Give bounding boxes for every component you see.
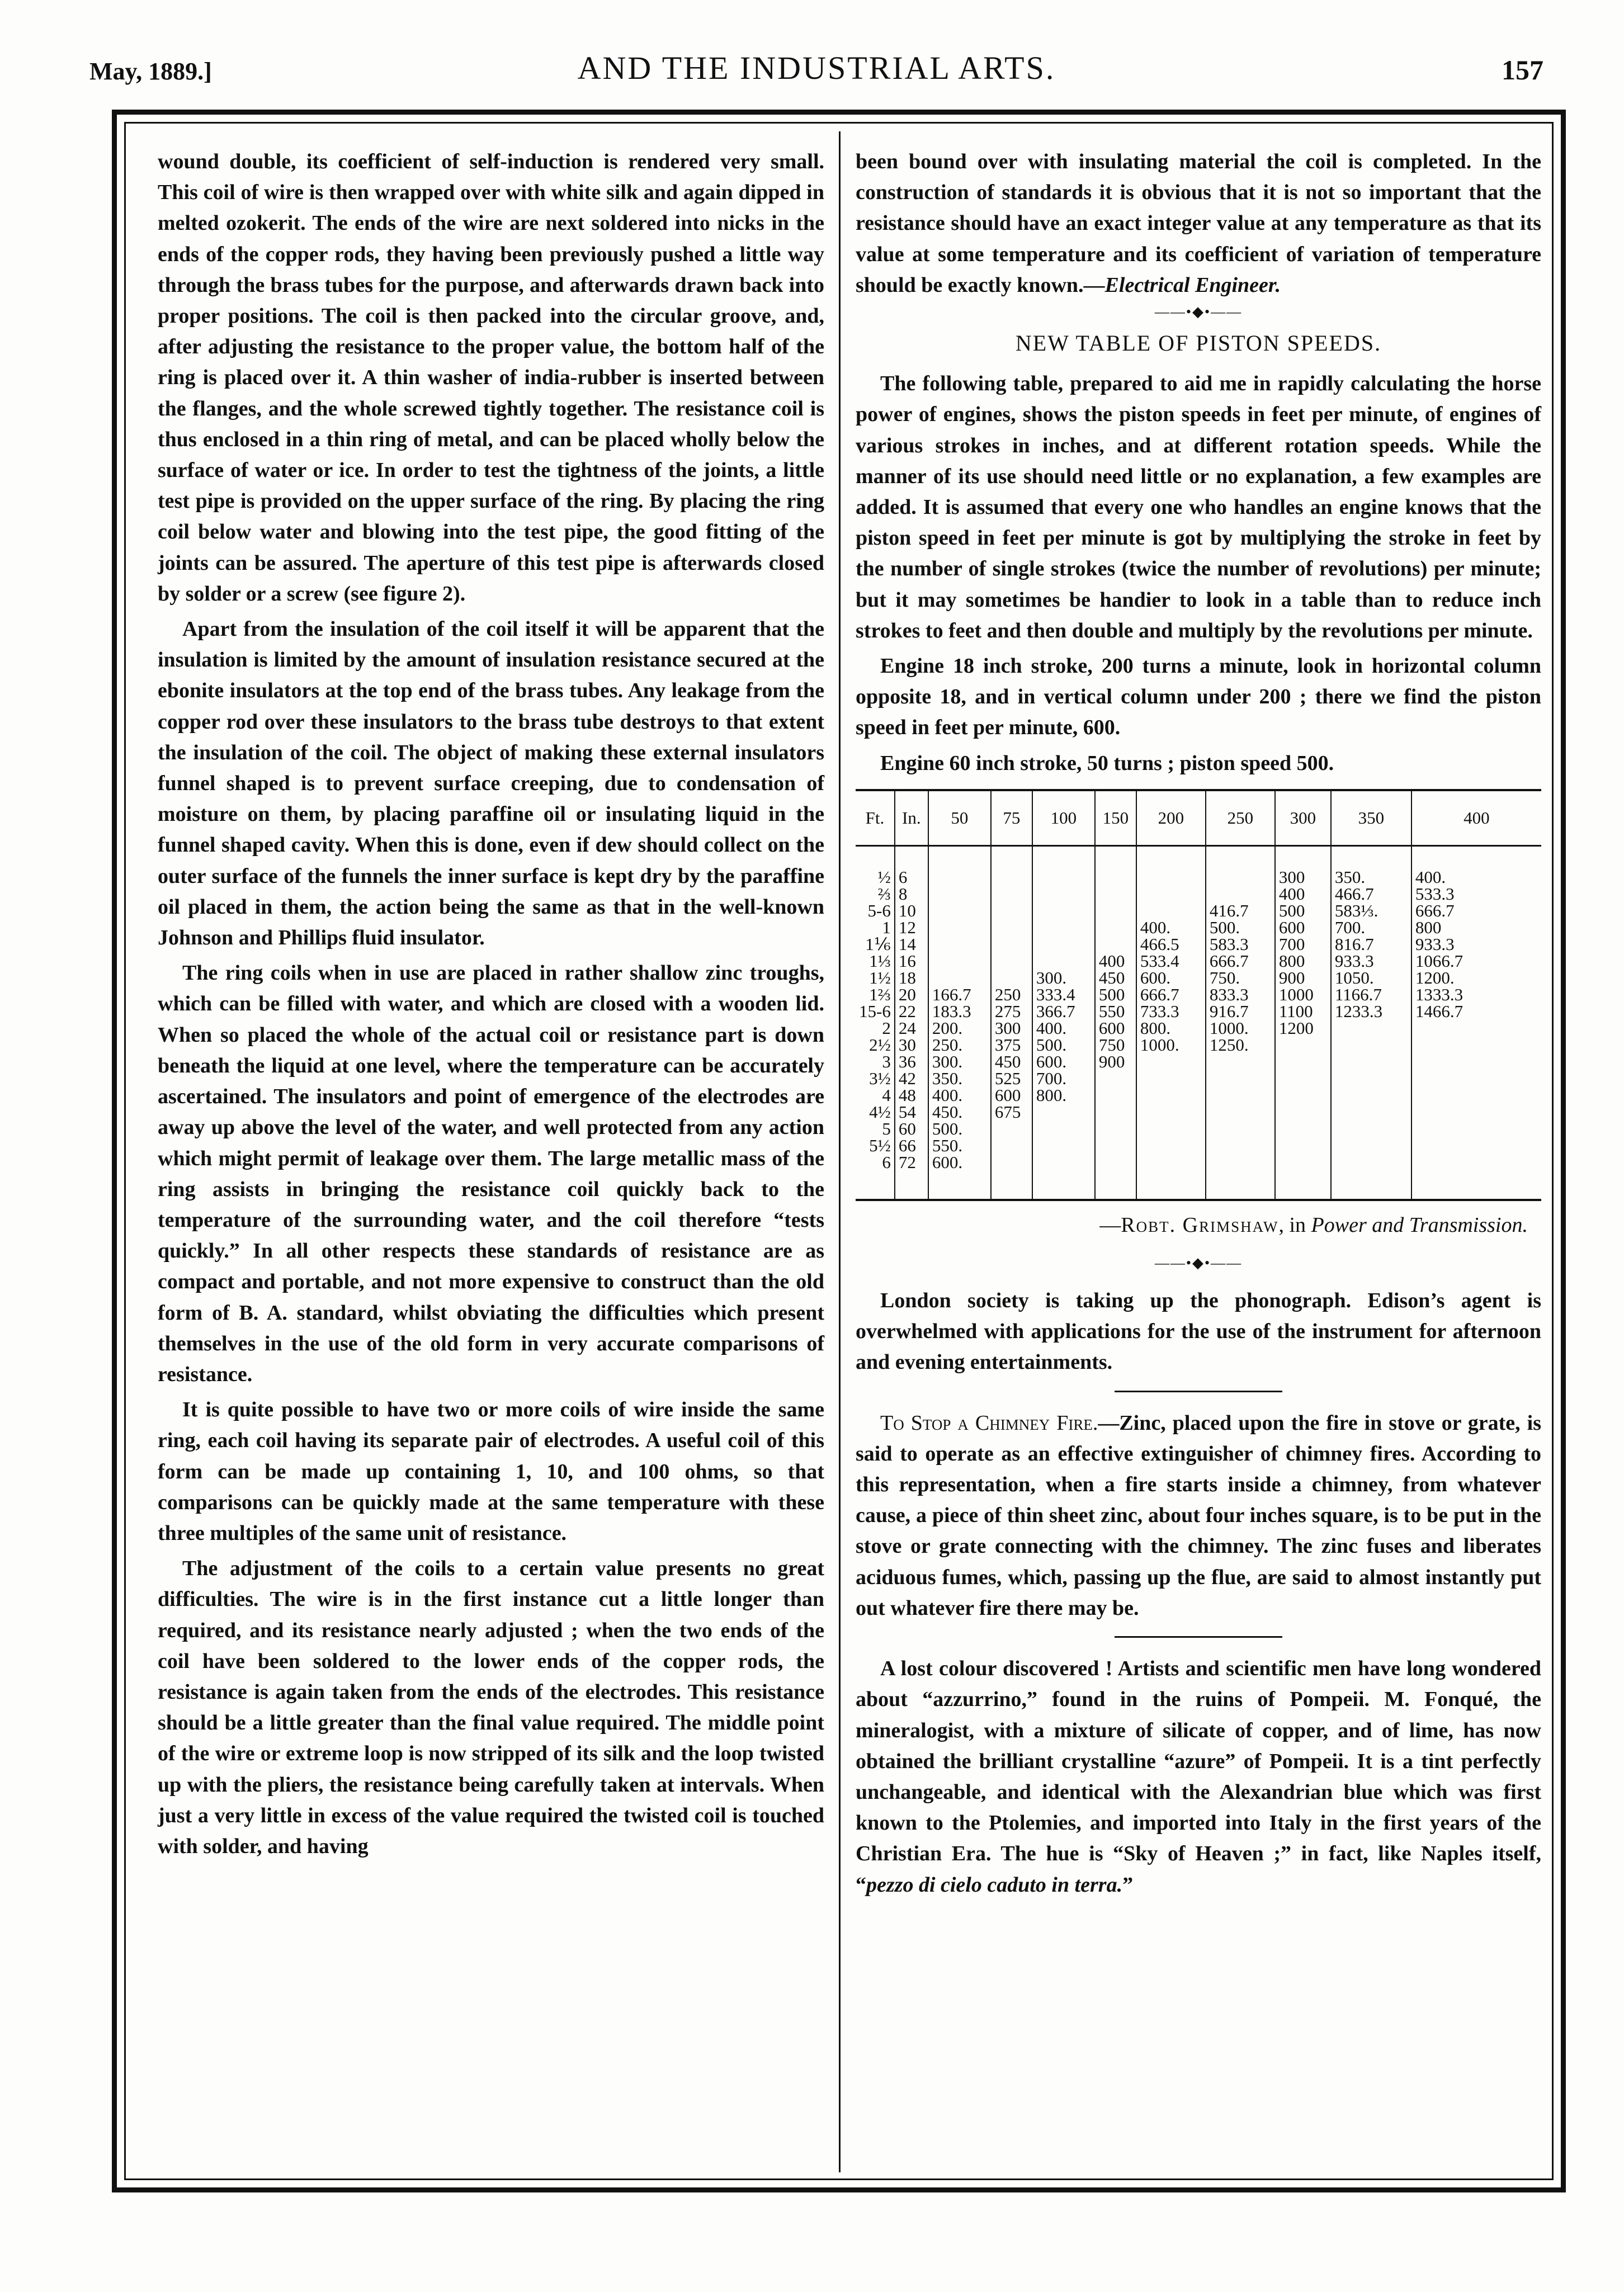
speed-cell	[1411, 1087, 1541, 1104]
speed-cell: 533.4	[1136, 953, 1206, 970]
speed-cell	[1032, 886, 1095, 902]
speed-cell	[1331, 1154, 1411, 1171]
speed-cell: 300.	[1032, 970, 1095, 986]
article-title: NEW TABLE OF PISTON SPEEDS.	[1015, 330, 1382, 356]
continuation-text: been bound over with insulating material the coil is completed. In the construction of standards it is obvious that it is not so important that the resistance should have an exact integer value at any temperature as that its value at some temperature and its coefficient of variation of temperature should be exactly known.—	[856, 150, 1541, 297]
speed-cell: 400.	[1032, 1020, 1095, 1037]
table-spacer-cell	[1206, 845, 1275, 869]
speed-cell: 933.3	[1331, 953, 1411, 970]
paragraph: Engine 18 inch stroke, 200 turns a minute, look in horizontal column opposite 18, and in vertical column under 200 ; there we find the piston speed in feet per minute, 600.	[856, 654, 1541, 740]
speed-cell: 525	[991, 1070, 1032, 1087]
table-spacer-cell	[1095, 845, 1136, 869]
speed-cell: 700	[1275, 936, 1331, 953]
speed-cell: 666.7	[1206, 953, 1275, 970]
table-spacer-cell	[1032, 1171, 1095, 1200]
inches-cell: 24	[895, 1020, 928, 1037]
speed-cell	[991, 953, 1032, 970]
paragraph: The ring coils when in use are placed in rather shallow zinc troughs, which can be filled with water, and which are closed with a wooden lid. When so placed the whole of the actual coil or resistance part is down beneath the liquid at one level, where the temperature can be accurately ascertained. The insulators and point of emergence of the electrodes are away up above the level of the water, and well protected from any action which might permit of leakage over them. The large metallic mass of the ring assists in bringing the resistance coil quickly back to the temperature of the surrounding water, and the coil therefore “tests quickly.” In all other respects these standards of resistance are as compact and portable, and not more expensive to construct than the old form of B. A. standard, whilst obviating the difficulties which present themselves in the use of the old form in very accurate comparisons of resistance.	[158, 961, 824, 1386]
feet-cell: 1⅔	[869, 984, 891, 1004]
table-spacer-cell	[1331, 1171, 1411, 1200]
inches-cell: 20	[895, 986, 928, 1003]
feet-cell: 5½	[869, 1135, 891, 1155]
speed-cell: 166.7	[928, 986, 991, 1003]
speed-cell	[1206, 869, 1275, 886]
inches-cell: 66	[895, 1137, 928, 1154]
speed-cell: 583⅓.	[1331, 902, 1411, 919]
column-header: 50	[928, 790, 991, 846]
speed-cell: 1000.	[1206, 1020, 1275, 1037]
speed-cell: 583.3	[1206, 936, 1275, 953]
speed-cell	[1206, 1087, 1275, 1104]
speed-cell: 250.	[928, 1037, 991, 1053]
feet-cell: 15-6	[859, 1001, 891, 1021]
speed-cell: 400	[1095, 953, 1136, 970]
speed-cell: 400	[1275, 886, 1331, 902]
speed-cell	[1136, 1070, 1206, 1087]
speed-cell	[991, 936, 1032, 953]
journal-title: AND THE INDUSTRIAL ARTS.	[577, 50, 1056, 86]
inches-cell: 16	[895, 953, 928, 970]
speed-cell: 1200	[1275, 1020, 1331, 1037]
speed-cell: 816.7	[1331, 936, 1411, 953]
table-row	[856, 970, 1541, 986]
speed-cell	[1136, 1121, 1206, 1137]
speed-cell	[1095, 1154, 1136, 1171]
speed-cell: 600	[1095, 1020, 1136, 1037]
table-spacer-cell	[1331, 845, 1411, 869]
speed-cell	[991, 1154, 1032, 1171]
section-ornament: ——•◆•——	[1154, 304, 1243, 320]
speed-cell: 733.3	[1136, 1003, 1206, 1020]
paragraph: Engine 60 inch stroke, 50 turns ; piston speed 500.	[880, 751, 1334, 775]
speed-cell: 550.	[928, 1137, 991, 1154]
inches-cell: 36	[895, 1053, 928, 1070]
speed-cell: 700.	[1331, 919, 1411, 936]
right-column	[856, 147, 1541, 1901]
speed-cell: 366.7	[1032, 1003, 1095, 1020]
feet-cell: 1½	[869, 967, 891, 987]
speed-cell: 750	[1095, 1037, 1136, 1053]
speed-cell: 300	[1275, 869, 1331, 886]
paragraph: Apart from the insulation of the coil itself it will be apparent that the insulation is limited by the amount of insulation resistance secured at the ebonite insulators at the top end of the brass tubes. Any leakage from the copper rod over these insulators to the brass tube destroys to that extent the insulation of the coil. The object of making these external insulators funnel shaped is to prevent surface creeping, due to condensation of moisture on them, by placing paraffine oil or insulating liquid in the funnel shaped cavity. When this is done, even if dew should collect on the outer surface of the funnels the inner surface is kept dry by the paraffine oil placed in them, the action being the same as that in the well-known Johnson and Phillips fluid insulator.	[158, 617, 824, 950]
speed-cell: 675	[991, 1104, 1032, 1121]
speed-cell	[1095, 1087, 1136, 1104]
inches-cell: 6	[895, 869, 928, 886]
speed-cell: 500	[1095, 986, 1136, 1003]
piston-speed-table	[856, 789, 1541, 1201]
speed-cell	[991, 1137, 1032, 1154]
inches-cell: 14	[895, 936, 928, 953]
speed-cell	[991, 1121, 1032, 1137]
speed-cell	[1331, 1137, 1411, 1154]
speed-cell	[1411, 1154, 1541, 1171]
table-spacer-cell	[1411, 845, 1541, 869]
speed-cell	[928, 919, 991, 936]
speed-cell	[1032, 1154, 1095, 1171]
speed-cell	[1411, 1070, 1541, 1087]
left-column	[158, 147, 824, 1862]
speed-cell: 750.	[1206, 970, 1275, 986]
paragraph: It is quite possible to have two or more coils of wire inside the same ring, each coil having its separate pair of electrodes. A useful coil of this form can be made up containing 1, 10, and 100 ohms, so that comparisons can be quickly made at the same temperature with these three multiples of the same unit of resistance.	[158, 1398, 824, 1545]
table-spacer-cell	[1136, 1171, 1206, 1200]
speed-cell	[928, 953, 991, 970]
credit-dash: —	[1099, 1213, 1121, 1237]
speed-cell	[1136, 886, 1206, 902]
feet-cell: 2	[882, 1018, 891, 1038]
feet-cell: ⅔	[877, 883, 891, 904]
table-row	[856, 902, 1541, 919]
table-row	[856, 1154, 1541, 1171]
speed-cell	[928, 970, 991, 986]
speed-cell	[991, 869, 1032, 886]
feet-cell: 4½	[869, 1102, 891, 1122]
speed-cell	[1206, 1154, 1275, 1171]
speed-cell	[1331, 1121, 1411, 1137]
speed-cell	[1095, 869, 1136, 886]
speed-cell: 400.	[928, 1087, 991, 1104]
speed-cell	[1095, 1121, 1136, 1137]
speed-cell: 450	[1095, 970, 1136, 986]
table-row	[856, 869, 1541, 886]
continuation-paragraph	[856, 147, 1541, 301]
paragraph: The following table, prepared to aid me in rapidly calculating the horse power of engines, shows the piston speeds in feet per minute, of engines of various strokes in inches, and at different rotation speeds. While the manner of its use should need little or no explanation, a few examples are added. It is assumed that every one who handles an engine knows that the piston speed in feet per minute is got by multiplying the stroke in feet by the number of single strokes (twice the number of revolutions) per minute; but it may sometimes be handier to look in a table than to reduce inch strokes to feet and then double and multiply by the revolutions per minute.	[856, 372, 1541, 642]
table-spacer-row	[856, 1171, 1541, 1200]
feet-cell: 6	[882, 1152, 891, 1172]
table-spacer-cell	[991, 1171, 1032, 1200]
speed-cell: 416.7	[1206, 902, 1275, 919]
speed-cell	[1206, 1121, 1275, 1137]
divider-rule	[1115, 1636, 1282, 1638]
table-row	[856, 1020, 1541, 1037]
table-spacer-cell	[1095, 1171, 1136, 1200]
speed-cell: 600	[1275, 919, 1331, 936]
speed-cell	[1136, 1053, 1206, 1070]
feet-cell: 3	[882, 1051, 891, 1071]
speed-cell: 1200.	[1411, 970, 1541, 986]
speed-cell: 916.7	[1206, 1003, 1275, 1020]
page-number: 157	[1502, 54, 1543, 86]
speed-cell	[1331, 1020, 1411, 1037]
speed-cell	[1032, 1121, 1095, 1137]
speed-cell: 500	[1275, 902, 1331, 919]
table-credit	[856, 1210, 1528, 1241]
speed-cell	[1275, 1121, 1331, 1137]
speed-cell	[991, 919, 1032, 936]
table-row	[856, 919, 1541, 936]
speed-cell	[1032, 953, 1095, 970]
speed-cell	[1411, 1104, 1541, 1121]
speed-cell: 1166.7	[1331, 986, 1411, 1003]
speed-cell	[1095, 919, 1136, 936]
table-spacer-cell	[1275, 1171, 1331, 1200]
speed-cell: 500.	[1032, 1037, 1095, 1053]
continuation-source: Electrical Engineer.	[1104, 273, 1281, 297]
table-spacer-cell	[1411, 1171, 1541, 1200]
speed-cell: 1100	[1275, 1003, 1331, 1020]
speed-cell: 800	[1411, 919, 1541, 936]
speed-cell	[1136, 869, 1206, 886]
speed-cell	[1136, 902, 1206, 919]
colour-quote: pezzo di cielo caduto in terra.	[866, 1873, 1123, 1897]
speed-cell: 666.7	[1136, 986, 1206, 1003]
inches-cell: 30	[895, 1037, 928, 1053]
speed-cell	[991, 886, 1032, 902]
speed-cell: 1333.3	[1411, 986, 1541, 1003]
speed-cell	[1411, 1037, 1541, 1053]
inches-cell: 60	[895, 1121, 928, 1137]
speed-cell	[991, 970, 1032, 986]
speed-cell	[928, 869, 991, 886]
table-header-row	[856, 790, 1541, 846]
paragraph: wound double, its coefficient of self-induction is rendered very small. This coil of wire is then wrapped over with white silk and again dipped in melted ozokerit. The ends of the wire are next soldered into nicks in the ends of the copper rods, they having been previously pushed a little way through the brass tubes for the purpose, and afterwards drawn back into proper positions. The coil is then packed into the circular groove, and, after adjusting the resistance to the proper value, the bottom half of the ring is placed over it. A thin washer of india-rubber is inserted between the flanges, and the whole screwed tightly together. The resistance coil is thus enclosed in a thin ring of metal, and can be placed wholly below the surface of water or ice. In order to test the tightness of the joints, a little test pipe is provided on the upper surface of the ring. By placing the ring coil below water and blowing into the test pipe, the good fitting of the joints can be assured. The aperture of this test pipe is afterwards closed by solder or a screw (see figure 2).	[158, 150, 824, 606]
speed-cell	[1095, 936, 1136, 953]
feet-cell: 2½	[869, 1034, 891, 1055]
speed-cell	[1095, 886, 1136, 902]
credit-mid: , in	[1278, 1213, 1311, 1237]
speed-cell: 1000	[1275, 986, 1331, 1003]
table-spacer-row	[856, 845, 1541, 869]
table-spacer-cell	[928, 845, 991, 869]
table-body	[856, 845, 1541, 1200]
table-row	[856, 1087, 1541, 1104]
speed-cell	[1331, 1087, 1411, 1104]
speed-cell: 500.	[928, 1121, 991, 1137]
credit-source: Power and Transmission.	[1311, 1213, 1528, 1237]
colour-body: A lost colour discovered ! Artists and scientific men have long wondered about “azzurrino,” found in the ruins of Pompeii. M. Fonqué, the mineralogist, with a mixture of silicate of copper, and of lime, has now obtained the brilliant crystalline “azure” of Pompeii. It is a tint perfectly unchangeable, and identical with the Alexandrian blue which was first known to the Ptolemies, and imported into Italy in the first years of the Christian Era. The hue is “Sky of Heaven ;” in fact, like Naples itself, “	[856, 1657, 1541, 1897]
speed-cell: 350.	[928, 1070, 991, 1087]
speed-cell: 600.	[1032, 1053, 1095, 1070]
feet-cell: 1	[882, 917, 891, 937]
speed-cell: 1050.	[1331, 970, 1411, 986]
speed-cell: 350.	[1331, 869, 1411, 886]
speed-cell	[1275, 1137, 1331, 1154]
speed-cell	[1136, 1137, 1206, 1154]
section-ornament: ——•◆•——	[1154, 1255, 1243, 1272]
speed-cell	[1095, 1104, 1136, 1121]
running-head	[89, 49, 1543, 94]
speed-cell	[1095, 1137, 1136, 1154]
speed-cell: 550	[1095, 1003, 1136, 1020]
feet-cell: 1⅙	[865, 934, 891, 954]
speed-cell	[1331, 1037, 1411, 1053]
inches-cell: 48	[895, 1087, 928, 1104]
speed-cell	[1095, 1070, 1136, 1087]
table-row	[856, 986, 1541, 1003]
column-header: 100	[1032, 790, 1095, 846]
speed-cell	[1275, 1070, 1331, 1087]
speed-cell: 450.	[928, 1104, 991, 1121]
speed-cell: 400.	[1411, 869, 1541, 886]
feet-cell: 5-6	[867, 900, 891, 920]
inches-cell: 8	[895, 886, 928, 902]
table-spacer-cell	[856, 845, 895, 869]
column-header: 200	[1136, 790, 1206, 846]
table-spacer-cell	[928, 1171, 991, 1200]
credit-author: Robt. Grimshaw	[1121, 1213, 1279, 1237]
speed-cell	[1206, 1137, 1275, 1154]
table-spacer-cell	[895, 845, 928, 869]
feet-cell: ½	[877, 867, 891, 887]
speed-cell	[1032, 936, 1095, 953]
table-spacer-cell	[1206, 1171, 1275, 1200]
colour-end: ”	[1122, 1873, 1134, 1897]
divider-rule	[1115, 1391, 1282, 1392]
table-row	[856, 1121, 1541, 1137]
speed-cell: 275	[991, 1003, 1032, 1020]
speed-cell: 533.3	[1411, 886, 1541, 902]
issue-date: May, 1889.]	[89, 58, 212, 85]
inches-cell: 72	[895, 1154, 928, 1171]
speed-cell: 1250.	[1206, 1037, 1275, 1053]
table-row	[856, 1070, 1541, 1087]
inches-cell: 12	[895, 919, 928, 936]
speed-cell	[991, 902, 1032, 919]
column-header: Ft.	[856, 790, 895, 846]
speed-cell	[1275, 1037, 1331, 1053]
speed-cell: 800	[1275, 953, 1331, 970]
table-spacer-cell	[856, 1171, 895, 1200]
table-row	[856, 936, 1541, 953]
speed-cell: 466.7	[1331, 886, 1411, 902]
speed-cell: 933.3	[1411, 936, 1541, 953]
feet-cell: 1⅓	[869, 951, 891, 971]
speed-cell	[1136, 1087, 1206, 1104]
speed-cell: 666.7	[1411, 902, 1541, 919]
speed-cell: 900	[1275, 970, 1331, 986]
speed-cell: 700.	[1032, 1070, 1095, 1087]
speed-cell: 466.5	[1136, 936, 1206, 953]
speed-cell	[1032, 1137, 1095, 1154]
table-row	[856, 886, 1541, 902]
chimney-body: —Zinc, placed upon the fire in stove or grate, is said to operate as an effective extinguisher of chimney fires. According to this representation, when a fire starts inside a chimney, from whatever cause, a piece of thin sheet zinc, about four inches square, is to be put in the stove or grate connecting with the chimney. The zinc fuses and liberates aciduous fumes, which, passing up the flue, are said to almost instantly put out whatever fire there may be.	[856, 1411, 1542, 1620]
speed-cell: 1233.3	[1331, 1003, 1411, 1020]
inches-cell: 22	[895, 1003, 928, 1020]
table-row	[856, 1137, 1541, 1154]
speed-cell	[1411, 1137, 1541, 1154]
speed-cell	[1032, 902, 1095, 919]
speed-cell	[1275, 1104, 1331, 1121]
speed-cell	[1206, 1053, 1275, 1070]
speed-cell	[1136, 1154, 1206, 1171]
speed-cell	[1411, 1053, 1541, 1070]
paragraph: The adjustment of the coils to a certain value presents no great difficulties. The wire is in the first instance cut a little longer than required, and its resistance nearly adjusted ; when the two ends of the coil have been soldered to the lower ends of the copper rods, the resistance is again taken from the ends of the electrodes. This resistance should be a little greater than the final value required. The middle point of the wire or extreme loop is now stripped of its silk and the loop twisted up with the pliers, the resistance being carefully taken at intervals. When just a very little in excess of the value required the twisted coil is touched with solder, and having	[158, 1557, 824, 1858]
chimney-paragraph	[856, 1408, 1541, 1624]
speed-cell: 1066.7	[1411, 953, 1541, 970]
speed-cell: 400.	[1136, 919, 1206, 936]
column-header: 150	[1095, 790, 1136, 846]
speed-cell: 833.3	[1206, 986, 1275, 1003]
speed-cell	[1411, 1020, 1541, 1037]
inches-cell: 10	[895, 902, 928, 919]
column-header: 75	[991, 790, 1032, 846]
speed-cell	[1095, 902, 1136, 919]
speed-cell	[1331, 1070, 1411, 1087]
inches-cell: 54	[895, 1104, 928, 1121]
speed-cell	[1331, 1053, 1411, 1070]
speed-cell	[1032, 869, 1095, 886]
table-spacer-cell	[1032, 845, 1095, 869]
speed-cell	[1206, 886, 1275, 902]
speed-cell: 250	[991, 986, 1032, 1003]
speed-cell: 900	[1095, 1053, 1136, 1070]
speed-cell: 800.	[1136, 1020, 1206, 1037]
table-row	[856, 1053, 1541, 1070]
speed-cell: 450	[991, 1053, 1032, 1070]
speed-cell	[1275, 1154, 1331, 1171]
phonograph-paragraph: London society is taking up the phonograph. Edison’s agent is overwhelmed with applications for the use of the instrument for afternoon and evening entertainments.	[856, 1289, 1541, 1374]
speed-cell	[1206, 1070, 1275, 1087]
chimney-title: To Stop a Chimney Fire.	[880, 1411, 1098, 1435]
speed-cell	[928, 936, 991, 953]
speed-cell: 375	[991, 1037, 1032, 1053]
speed-cell: 333.4	[1032, 986, 1095, 1003]
column-header: 250	[1206, 790, 1275, 846]
speed-cell	[928, 886, 991, 902]
speed-cell	[1275, 1053, 1331, 1070]
colour-paragraph	[856, 1653, 1541, 1901]
table-row	[856, 1037, 1541, 1053]
speed-cell	[928, 902, 991, 919]
speed-cell: 600	[991, 1087, 1032, 1104]
speed-cell	[1275, 1087, 1331, 1104]
table-spacer-cell	[1136, 845, 1206, 869]
table-spacer-cell	[895, 1171, 928, 1200]
column-header: 350	[1331, 790, 1411, 846]
column-header: 400	[1411, 790, 1541, 846]
speed-cell: 1000.	[1136, 1037, 1206, 1053]
speed-cell	[1136, 1104, 1206, 1121]
speed-cell: 300	[991, 1020, 1032, 1037]
speed-cell	[1032, 919, 1095, 936]
table-row	[856, 1003, 1541, 1020]
feet-cell: 5	[882, 1118, 891, 1138]
speed-cell: 600.	[928, 1154, 991, 1171]
column-header: 300	[1275, 790, 1331, 846]
table-row	[856, 1104, 1541, 1121]
inches-cell: 18	[895, 970, 928, 986]
speed-cell	[1411, 1121, 1541, 1137]
speed-cell	[1331, 1104, 1411, 1121]
column-rule	[839, 131, 841, 2172]
table-spacer-cell	[991, 845, 1032, 869]
inches-cell: 42	[895, 1070, 928, 1087]
table-spacer-cell	[1275, 845, 1331, 869]
table-row	[856, 953, 1541, 970]
speed-cell: 200.	[928, 1020, 991, 1037]
feet-cell: 4	[882, 1085, 891, 1105]
speed-cell: 500.	[1206, 919, 1275, 936]
speed-cell: 183.3	[928, 1003, 991, 1020]
speed-cell: 300.	[928, 1053, 991, 1070]
speed-cell: 1466.7	[1411, 1003, 1541, 1020]
feet-cell: 3½	[869, 1068, 891, 1088]
speed-cell: 800.	[1032, 1087, 1095, 1104]
speed-cell	[1032, 1104, 1095, 1121]
speed-cell	[1206, 1104, 1275, 1121]
column-header: In.	[895, 790, 928, 846]
speed-cell: 600.	[1136, 970, 1206, 986]
